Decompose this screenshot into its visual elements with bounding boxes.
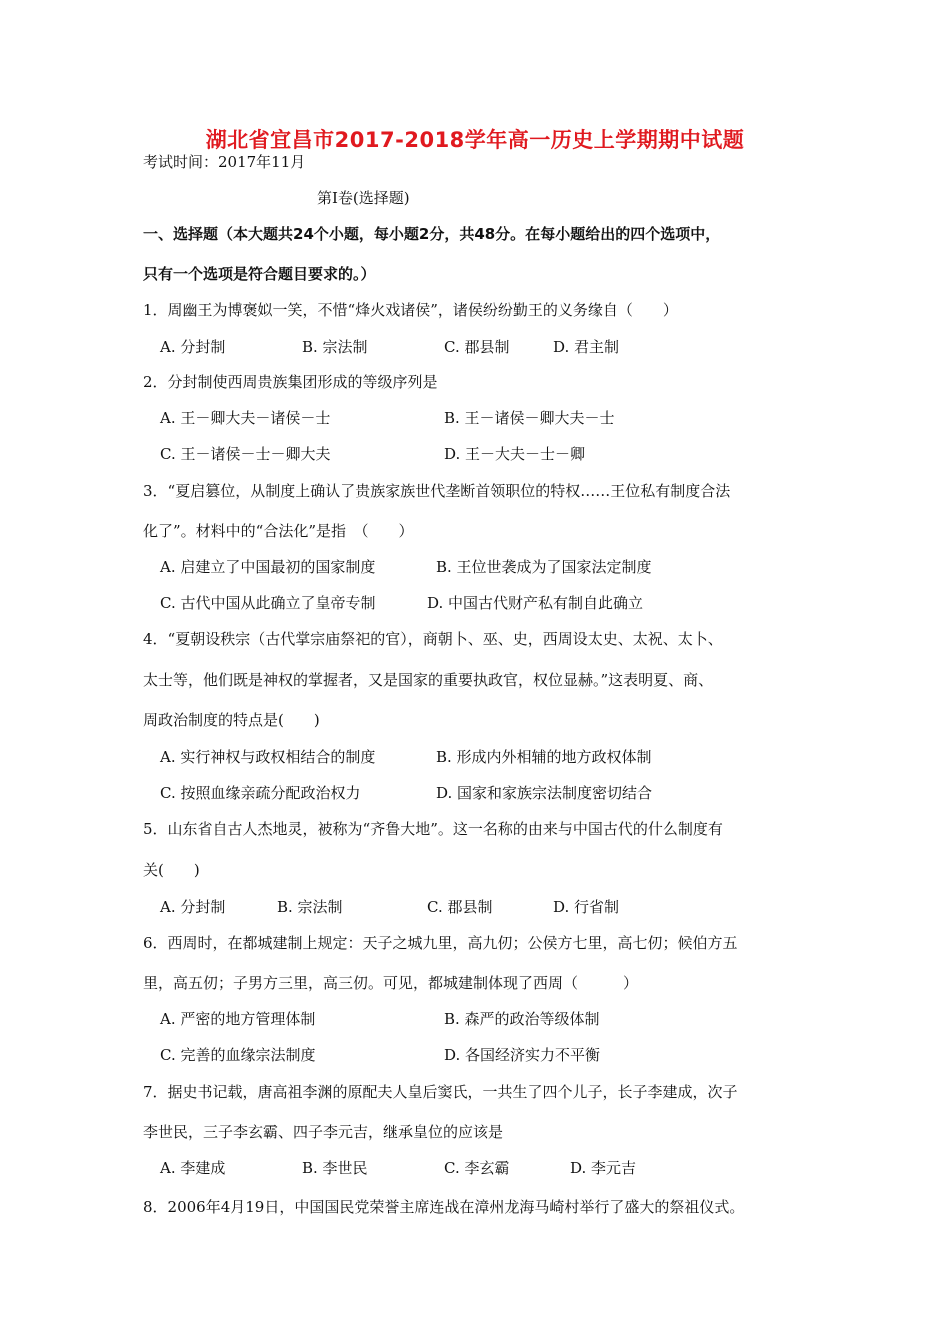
question-4-option-c[interactable]: C. 按照血缘亲疏分配政治权力 [160,784,361,802]
question-2-stem: 2．分封制使西周贵族集团形成的等级序列是 [143,373,438,391]
question-4-stem-line3: 周政治制度的特点是( ) [143,711,320,729]
question-7-option-d[interactable]: D. 李元吉 [570,1159,637,1177]
question-3-stem-line1: 3．“夏启篡位，从制度上确认了贵族家族世代垄断首领职位的特权……王位私有制度合法 [143,482,731,500]
question-4-stem-line1: 4．“夏朝设秩宗（古代掌宗庙祭祀的官），商朝卜、巫、史，西周设太史、太祝、太卜、 [143,630,723,648]
exam-title: 湖北省宜昌市2017-2018学年高一历史上学期期中试题 [205,128,745,152]
question-5-stem-line1: 5．山东省自古人杰地灵，被称为“齐鲁大地”。这一名称的由来与中国古代的什么制度有 [143,820,723,838]
question-5-stem-line2: 关( ) [143,861,200,879]
question-7-option-a[interactable]: A. 李建成 [160,1159,226,1177]
question-4-option-d[interactable]: D. 国家和家族宗法制度密切结合 [436,784,653,802]
question-4-stem-line2: 太士等，他们既是神权的掌握者，又是国家的重要执政官，权位显赫。”这表明夏、商、 [143,671,714,689]
question-2-option-c[interactable]: C. 王－诸侯－士－卿大夫 [160,445,331,463]
question-8-stem: 8．2006年4月19日，中国国民党荣誉主席连战在漳州龙海马崎村举行了盛大的祭祖仪式。 [143,1198,745,1216]
question-4-option-b[interactable]: B. 形成内外相辅的地方政权体制 [436,748,652,766]
question-5-option-d[interactable]: D. 行省制 [553,898,620,916]
question-7-stem-line1: 7．据史书记载，唐高祖李渊的原配夫人皇后窦氏，一共生了四个儿子，长子李建成，次子 [143,1083,738,1101]
question-1-option-a[interactable]: A. 分封制 [160,338,226,356]
question-3-option-a[interactable]: A. 启建立了中国最初的国家制度 [160,558,376,576]
question-5-option-b[interactable]: B. 宗法制 [277,898,343,916]
section-instructions-line2: 只有一个选项是符合题目要求的。） [143,265,376,283]
question-6-stem-line2: 里，高五仞；子男方三里，高三仞。可见，都城建制体现了西周（ ） [143,974,639,992]
question-6-option-a[interactable]: A. 严密的地方管理体制 [160,1010,316,1028]
question-2-option-b[interactable]: B. 王－诸侯－卿大夫－士 [444,409,615,427]
question-1-stem: 1．周幽王为博褒姒一笑，不惜“烽火戏诸侯”，诸侯纷纷勤王的义务缘自（ ） [143,301,678,319]
question-6-option-c[interactable]: C. 完善的血缘宗法制度 [160,1046,316,1064]
question-2-option-d[interactable]: D. 王－大夫－士－卿 [444,445,586,463]
question-4-option-a[interactable]: A. 实行神权与政权相结合的制度 [160,748,376,766]
question-6-option-b[interactable]: B. 森严的政治等级体制 [444,1010,600,1028]
question-5-option-c[interactable]: C. 郡县制 [427,898,493,916]
question-7-option-c[interactable]: C. 李玄霸 [444,1159,510,1177]
question-1-option-b[interactable]: B. 宗法制 [302,338,368,356]
question-2-option-a[interactable]: A. 王－卿大夫－诸侯－士 [160,409,331,427]
question-6-option-d[interactable]: D. 各国经济实力不平衡 [444,1046,601,1064]
question-1-option-c[interactable]: C. 郡县制 [444,338,510,356]
volume-heading: 第Ⅰ卷(选择题) [317,189,410,207]
question-7-option-b[interactable]: B. 李世民 [302,1159,368,1177]
question-7-stem-line2: 李世民，三子李玄霸、四子李元吉，继承皇位的应该是 [143,1123,504,1141]
question-3-option-c[interactable]: C. 古代中国从此确立了皇帝专制 [160,594,376,612]
section-instructions-line1: 一、选择题（本大题共24个小题，每小题2分，共48分。在每小题给出的四个选项中， [143,225,721,243]
question-3-option-d[interactable]: D. 中国古代财产私有制自此确立 [427,594,644,612]
question-5-option-a[interactable]: A. 分封制 [160,898,226,916]
question-3-option-b[interactable]: B. 王位世袭成为了国家法定制度 [436,558,652,576]
question-3-stem-line2: 化了”。材料中的“合法化”是指 （ ） [143,522,414,540]
exam-time: 考试时间：2017年11月 [143,153,306,171]
question-6-stem-line1: 6．西周时，在都城建制上规定：天子之城九里，高九仞；公侯方七里，高七仞；候伯方五 [143,934,738,952]
question-1-option-d[interactable]: D. 君主制 [553,338,620,356]
